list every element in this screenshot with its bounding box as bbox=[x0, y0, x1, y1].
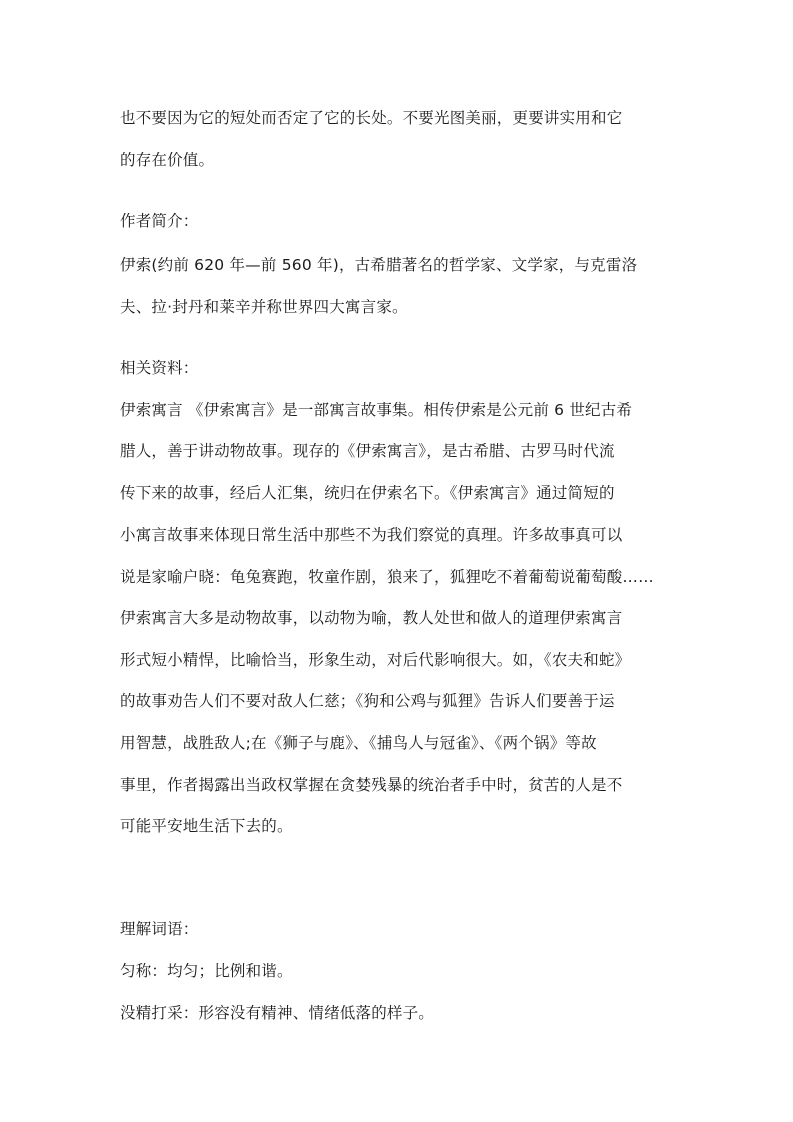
paragraph-line: 可能平安地生活下去的。 bbox=[120, 817, 293, 835]
paragraph-line: 的存在价值。 bbox=[120, 151, 215, 169]
paragraph-line: 也不要因为它的短处而否定了它的长处。不要光图美丽，更要讲实用和它 bbox=[120, 109, 623, 127]
section-heading-vocabulary: 理解词语： bbox=[120, 920, 199, 938]
paragraph-line: 传下来的故事，经后人汇集，统归在伊索名下。《伊索寓言》通过简短的 bbox=[120, 484, 615, 502]
vocabulary-entry: 匀称：均匀；比例和谐。 bbox=[120, 962, 293, 980]
paragraph-line: 伊索(约前 620 年—前 560 年)，古希腊著名的哲学家、文学家，与克雷洛 bbox=[120, 256, 638, 274]
paragraph-line: 的故事劝告人们不要对敌人仁慈；《狗和公鸡与狐狸》告诉人们要善于运 bbox=[120, 692, 615, 710]
paragraph-line: 小寓言故事来体现日常生活中那些不为我们察觉的真理。许多故事真可以 bbox=[120, 526, 623, 544]
paragraph-line: 伊索寓言大多是动物故事，以动物为喻，教人处世和做人的道理伊索寓言 bbox=[120, 609, 623, 627]
section-heading-materials: 相关资料： bbox=[120, 359, 199, 377]
paragraph-line: 伊索寓言 《伊索寓言》是一部寓言故事集。相传伊索是公元前 6 世纪古希 bbox=[120, 401, 633, 419]
paragraph-line: 夫、拉·封丹和莱辛并称世界四大寓言家。 bbox=[120, 298, 408, 316]
paragraph-line: 形式短小精悍，比喻恰当，形象生动，对后代影响很大。如，《农夫和蛇》 bbox=[120, 651, 631, 669]
paragraph-line: 用智慧，战胜敌人;在《狮子与鹿》、《捕鸟人与冠雀》、《两个锅》等故 bbox=[120, 734, 597, 752]
vocabulary-entry: 没精打采：形容没有精神、情绪低落的样子。 bbox=[120, 1004, 435, 1022]
paragraph-line: 说是家喻户晓：龟兔赛跑，牧童作剧，狼来了，狐狸吃不着葡萄说葡萄酸…… bbox=[120, 568, 654, 586]
paragraph-line: 事里，作者揭露出当政权掌握在贪婪残暴的统治者手中时，贫苦的人是不 bbox=[120, 776, 623, 794]
paragraph-line: 腊人，善于讲动物故事。现存的《伊索寓言》，是古希腊、古罗马时代流 bbox=[120, 442, 615, 460]
section-heading-author: 作者简介： bbox=[120, 212, 199, 230]
